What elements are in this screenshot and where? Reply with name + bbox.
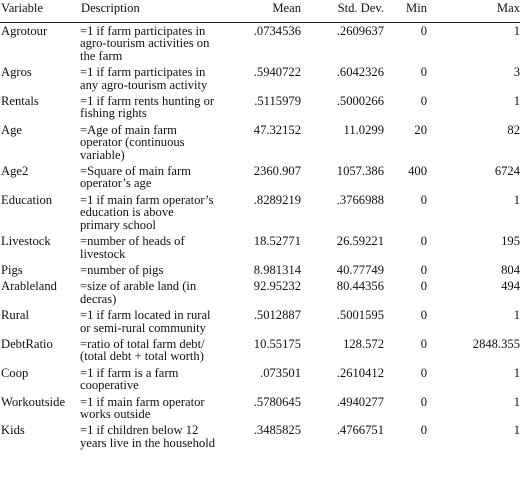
cell-std-dev: .4766751 bbox=[336, 423, 384, 438]
cell-mean: 47.32152 bbox=[253, 122, 301, 137]
cell-min: 400 bbox=[408, 164, 427, 179]
cell-mean: .5780645 bbox=[253, 394, 301, 409]
cell-description: =1 if farm is a farm cooperative bbox=[80, 365, 179, 393]
table-row bbox=[0, 422, 520, 451]
cell-mean: 2360.907 bbox=[253, 164, 301, 179]
table-row bbox=[0, 122, 520, 163]
cell-max: 1 bbox=[513, 192, 520, 207]
cell-max: 1 bbox=[513, 394, 520, 409]
cell-description: =size of arable land (in decras) bbox=[80, 279, 197, 306]
cell-max: 1 bbox=[513, 423, 520, 438]
cell-mean: .5012887 bbox=[253, 308, 301, 323]
cell-std-dev: .5001595 bbox=[336, 308, 384, 323]
cell-description: =number of pigs bbox=[80, 262, 164, 277]
cell-max: 195 bbox=[501, 234, 520, 249]
cell-min: 0 bbox=[420, 65, 427, 80]
cell-std-dev: 1057.386 bbox=[336, 164, 384, 179]
cell-variable: Kids bbox=[1, 423, 25, 438]
cell-description: =Age of main farm operator (continuous variable) bbox=[80, 122, 185, 162]
cell-max: 1 bbox=[513, 365, 520, 380]
cell-max: 82 bbox=[507, 122, 520, 137]
cell-std-dev: 40.77749 bbox=[336, 262, 384, 277]
cell-mean: .073501 bbox=[260, 365, 301, 380]
table-row bbox=[0, 192, 520, 233]
cell-min: 0 bbox=[420, 308, 427, 323]
cell-max: 6724 bbox=[494, 164, 520, 179]
cell-description: =Square of main farm operator’s age bbox=[80, 164, 191, 191]
cell-min: 0 bbox=[420, 234, 427, 249]
cell-description: =ratio of total farm debt/ (total debt + total worth) bbox=[80, 336, 205, 364]
cell-min: 0 bbox=[420, 365, 427, 380]
cell-variable: Agros bbox=[1, 65, 32, 80]
cell-max: 1 bbox=[513, 94, 520, 109]
cell-description: =1 if main farm operator’s education is above primary school bbox=[80, 192, 214, 232]
cell-std-dev: 26.59221 bbox=[336, 234, 384, 249]
table-row bbox=[0, 23, 520, 65]
table-header bbox=[0, 0, 520, 23]
cell-variable: Coop bbox=[1, 365, 29, 380]
cell-min: 0 bbox=[420, 279, 427, 294]
cell-std-dev: .5000266 bbox=[336, 94, 384, 109]
table-row bbox=[0, 163, 520, 192]
table-row bbox=[0, 93, 520, 122]
cell-variable: Pigs bbox=[1, 262, 23, 277]
cell-variable: Workoutside bbox=[1, 394, 66, 409]
cell-min: 0 bbox=[420, 336, 427, 351]
cell-max: 1 bbox=[513, 308, 520, 323]
cell-std-dev: 11.0299 bbox=[343, 122, 384, 137]
cell-variable: Livestock bbox=[1, 234, 51, 249]
cell-variable: Rentals bbox=[1, 94, 39, 109]
cell-mean: .8289219 bbox=[253, 192, 301, 207]
cell-max: 494 bbox=[501, 279, 520, 294]
cell-description: =1 if farm participates in agro-tourism activities on the farm bbox=[80, 24, 210, 63]
header-std-dev: Std. Dev. bbox=[301, 0, 384, 23]
header-variable: Variable bbox=[0, 0, 80, 23]
cell-max: 3 bbox=[513, 65, 520, 80]
cell-min: 0 bbox=[420, 394, 427, 409]
cell-std-dev: .2610412 bbox=[336, 365, 384, 380]
cell-mean: .3485825 bbox=[253, 423, 301, 438]
header-mean: Mean bbox=[220, 0, 301, 23]
cell-min: 20 bbox=[414, 122, 427, 137]
cell-min: 0 bbox=[420, 24, 427, 38]
cell-mean: .5940722 bbox=[253, 65, 301, 80]
table-row bbox=[0, 336, 520, 365]
cell-max: 1 bbox=[513, 24, 520, 38]
cell-min: 0 bbox=[420, 192, 427, 207]
cell-description: =1 if farm located in rural or semi-rural community bbox=[80, 308, 211, 335]
cell-variable: Age2 bbox=[1, 164, 29, 179]
cell-description: =1 if children below 12 years live in the household bbox=[80, 423, 216, 450]
cell-std-dev: .2609637 bbox=[336, 24, 384, 38]
cell-mean: 10.55175 bbox=[253, 336, 301, 351]
cell-std-dev: .4940277 bbox=[336, 394, 384, 409]
cell-max: 2848.355 bbox=[472, 336, 520, 351]
cell-mean: 92.95232 bbox=[253, 279, 301, 294]
cell-min: 0 bbox=[420, 262, 427, 277]
header-description: Description bbox=[80, 0, 220, 23]
cell-description: =1 if main farm operator works outside bbox=[80, 394, 205, 421]
table-row bbox=[0, 365, 520, 394]
cell-mean: 8.981314 bbox=[253, 262, 301, 277]
cell-description: =1 if farm rents hunting or fishing rights bbox=[80, 94, 215, 121]
cell-min: 0 bbox=[420, 423, 427, 438]
cell-description: =1 if farm participates in any agro-tourism activity bbox=[80, 65, 208, 92]
table-row bbox=[0, 394, 520, 423]
cell-mean: .5115979 bbox=[254, 94, 301, 109]
table-row bbox=[0, 307, 520, 336]
cell-std-dev: 128.572 bbox=[343, 336, 384, 351]
cell-mean: .0734536 bbox=[253, 24, 301, 38]
table-row bbox=[0, 278, 520, 307]
cell-max: 804 bbox=[501, 262, 520, 277]
table-row bbox=[0, 64, 520, 93]
cell-min: 0 bbox=[420, 94, 427, 109]
cell-variable: Education bbox=[1, 192, 53, 207]
header-row bbox=[0, 0, 520, 23]
table-row bbox=[0, 233, 520, 262]
cell-variable: Arableland bbox=[1, 279, 57, 294]
cell-variable: Age bbox=[1, 122, 22, 137]
table-row bbox=[0, 262, 520, 278]
cell-std-dev: .3766988 bbox=[336, 192, 384, 207]
header-min: Min bbox=[384, 0, 427, 23]
cell-variable: Rural bbox=[1, 308, 29, 323]
cell-std-dev: .6042326 bbox=[336, 65, 384, 80]
cell-mean: 18.52771 bbox=[253, 234, 301, 249]
header-max: Max bbox=[427, 0, 520, 23]
cell-variable: DebtRatio bbox=[1, 336, 53, 351]
cell-std-dev: 80.44356 bbox=[336, 279, 384, 294]
cell-description: =number of heads of livestock bbox=[80, 234, 185, 261]
cell-variable: Agrotour bbox=[1, 24, 48, 38]
table-body bbox=[0, 23, 520, 452]
